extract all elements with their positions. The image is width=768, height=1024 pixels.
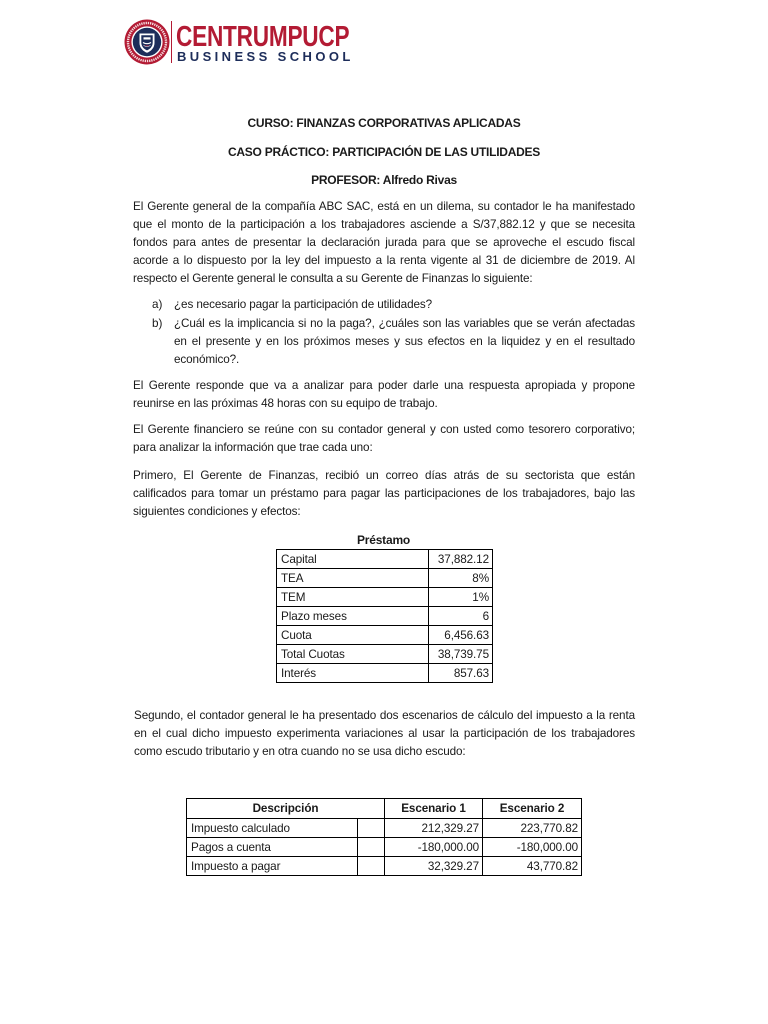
loan-label-cell: Capital <box>277 550 429 569</box>
header-description: Descripción <box>187 799 385 819</box>
loan-table-title: Préstamo <box>356 533 411 547</box>
scenario-2-cell: -180,000.00 <box>483 838 582 857</box>
empty-cell <box>358 838 385 857</box>
loan-label-cell: Total Cuotas <box>277 645 429 664</box>
table-row <box>187 857 582 876</box>
empty-cell <box>358 857 385 876</box>
list-item-line: ¿Cuál es la implicancia si no la paga?, ¿cuáles son las variables que se verán afectadas <box>174 317 635 330</box>
loan-value-cell: 6 <box>429 607 493 626</box>
table-row <box>277 588 493 607</box>
question-b-label: b) <box>152 317 163 330</box>
logo-tagline: BUSINESS SCHOOL <box>177 49 354 64</box>
loan-value-cell: 6,456.63 <box>429 626 493 645</box>
course-title: CURSO: FINANZAS CORPORATIVAS APLICADAS <box>247 116 521 130</box>
paragraph-line: respecto el Gerente general le consulta a su Gerente de Finanzas lo siguiente: <box>133 272 533 285</box>
tax-scenarios-table <box>186 798 582 876</box>
response-paragraph <box>133 377 635 413</box>
tax-description-cell: Impuesto calculado <box>187 819 358 838</box>
loan-value-cell: 37,882.12 <box>429 550 493 569</box>
list-item-line: económico?. <box>174 353 240 366</box>
paragraph-line: El Gerente general de la compañía ABC SAC, está en un dilema, su contador le ha manifestado <box>133 200 635 213</box>
meeting-paragraph <box>133 421 635 457</box>
loan-value-cell: 1% <box>429 588 493 607</box>
scenario-2-cell: 223,770.82 <box>483 819 582 838</box>
table-row <box>187 819 582 838</box>
intro-paragraph <box>133 198 635 288</box>
header-scenario-1: Escenario 1 <box>385 799 483 819</box>
loan-value-cell: 8% <box>429 569 493 588</box>
table-row <box>277 626 493 645</box>
paragraph-line: para analizar la información que trae cada uno: <box>133 441 373 454</box>
paragraph-line: calificados para tomar un préstamo para pagar las participaciones de los trabajadores, bajo las <box>133 487 635 500</box>
university-seal-icon <box>124 19 170 65</box>
second-point-paragraph <box>134 707 635 761</box>
first-point-paragraph <box>133 467 635 521</box>
table-header-row <box>187 799 582 819</box>
scenario-1-cell: 212,329.27 <box>385 819 483 838</box>
loan-label-cell: TEA <box>277 569 429 588</box>
table-row <box>277 569 493 588</box>
paragraph-line: como escudo tributario y en otra cuando no se usa dicho escudo: <box>134 745 466 758</box>
table-row <box>187 838 582 857</box>
loan-label-cell: Cuota <box>277 626 429 645</box>
paragraph-line: El Gerente financiero se reúne con su contador general y con usted como tesorero corporativo; <box>133 423 635 436</box>
paragraph-line: acorde a lo dispuesto por la ley del impuesto a la renta vigente al 31 de diciembre de 2019. Al <box>133 254 635 267</box>
paragraph-line: siguientes condiciones y efectos: <box>133 505 301 518</box>
paragraph-line: Segundo, el contador general le ha presentado dos escenarios de cálculo del impuesto a la renta <box>134 709 635 722</box>
list-item-line: ¿es necesario pagar la participación de utilidades? <box>174 298 433 311</box>
loan-table <box>276 549 493 683</box>
loan-label-cell: Plazo meses <box>277 607 429 626</box>
paragraph-line: en el cual dicho impuesto experimenta variaciones al usar la participación de los trabajadores <box>134 727 635 740</box>
tax-description-cell: Pagos a cuenta <box>187 838 358 857</box>
table-row <box>277 645 493 664</box>
header-scenario-2: Escenario 2 <box>483 799 582 819</box>
logo-wordmark: CENTRUMPUCP <box>176 21 350 53</box>
table-row <box>277 607 493 626</box>
paragraph-line: fondos para antes de presentar la declaración jurada para que se aproveche el escudo fiscal <box>133 236 635 249</box>
scenario-1-cell: -180,000.00 <box>385 838 483 857</box>
paragraph-line: reunirse en las próximas 48 horas con su equipo de trabajo. <box>133 397 438 410</box>
loan-label-cell: Interés <box>277 664 429 683</box>
list-item-line: en el presente y en los próximos meses y sus efectos en la liquidez y en el resultado <box>174 335 635 348</box>
table-row <box>277 550 493 569</box>
paragraph-line: Primero, El Gerente de Finanzas, recibió un correo días atrás de su sectorista que están <box>133 469 635 482</box>
question-a-label: a) <box>152 298 163 311</box>
case-title: CASO PRÁCTICO: PARTICIPACIÓN DE LAS UTILIDADES <box>227 145 541 159</box>
scenario-2-cell: 43,770.82 <box>483 857 582 876</box>
question-b-text <box>174 315 635 369</box>
logo-divider <box>171 21 172 63</box>
loan-label-cell: TEM <box>277 588 429 607</box>
question-a-text <box>174 296 635 314</box>
tax-description-cell: Impuesto a pagar <box>187 857 358 876</box>
paragraph-line: El Gerente responde que va a analizar para poder darle una respuesta apropiada y propone <box>133 379 635 392</box>
scenario-1-cell: 32,329.27 <box>385 857 483 876</box>
professor-title: PROFESOR: Alfredo Rivas <box>311 173 457 187</box>
table-row <box>277 664 493 683</box>
loan-value-cell: 857.63 <box>429 664 493 683</box>
paragraph-line: que el monto de la participación a los trabajadores asciende a S/37,882.12 y que se necesita <box>133 218 635 231</box>
loan-value-cell: 38,739.75 <box>429 645 493 664</box>
empty-cell <box>358 819 385 838</box>
